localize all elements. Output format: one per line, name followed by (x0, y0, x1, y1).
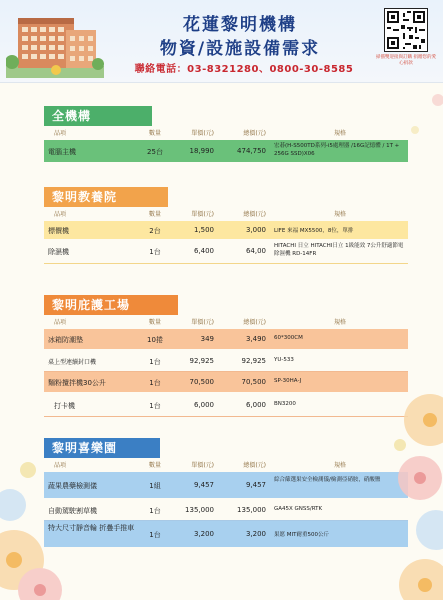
item-name: 電腦主機 (48, 148, 76, 156)
col-unit-header: 單價(元) (191, 319, 214, 326)
col-spec-header: 規格 (333, 211, 346, 218)
section-title: 全機構 (44, 106, 152, 126)
section-title: 黎明喜樂園 (44, 438, 160, 458)
section-whole-org (44, 105, 408, 162)
table-header (44, 317, 408, 329)
item-name: 桌上型連續封口機 (48, 359, 97, 366)
item-spec: YU-533 (274, 357, 294, 363)
qr-caption: 掃描雙迎接與訂購 捐贈您的愛心捐款 (376, 55, 436, 66)
item-qty: 1台 (149, 358, 161, 366)
col-qty-header: 數量 (148, 319, 161, 326)
item-spec: 60*300CM (274, 335, 303, 341)
item-name: 特大尺寸靜音輪 折疊手推車 (48, 524, 135, 532)
org-title: 花蓮黎明機構 (183, 15, 297, 35)
item-unit-price: 70,500 (189, 378, 214, 386)
table-row (44, 498, 408, 521)
building-illustration (6, 12, 104, 78)
col-spec-header: 規格 (333, 462, 346, 469)
item-name: 打卡機 (54, 402, 75, 410)
item-name: 標價機 (48, 227, 69, 235)
item-name: 除濕機 (48, 248, 69, 256)
qr-code-icon[interactable] (384, 8, 428, 52)
table-row (44, 392, 408, 417)
contact-phone: 聯絡電話：03-8321280、0800-30-8585 (134, 64, 354, 75)
item-unit-price: 3,200 (193, 530, 214, 538)
item-qty: 1台 (149, 248, 161, 256)
item-qty: 1台 (149, 507, 161, 515)
section-liming-joy (44, 437, 408, 547)
item-total-price: 135,000 (237, 506, 266, 514)
item-unit-price: 6,400 (193, 247, 214, 255)
item-total-price: 9,457 (245, 481, 266, 489)
table-header (44, 460, 408, 472)
item-spec: GA45X GNSS/RTK (274, 506, 323, 512)
col-qty-header: 數量 (148, 130, 161, 137)
item-spec: HITACHI 日立 HITACHI日立 1級能效 7公升舒適節電除濕機 RD-14FR (274, 243, 404, 257)
item-qty: 2台 (149, 227, 161, 235)
table-row (44, 349, 408, 372)
item-total-price: 474,750 (237, 147, 266, 155)
section-title: 黎明庇護工場 (44, 295, 178, 315)
item-unit-price: 349 (200, 335, 214, 343)
item-unit-price: 6,000 (193, 401, 214, 409)
item-spec: 果愿 MIT耐重500公斤 (274, 532, 329, 538)
item-spec: LIFE 來福 MX5500，8位，單排 (274, 228, 354, 234)
item-name: 麵粉攪拌機30公升 (48, 379, 106, 387)
col-name-header: 品項 (54, 462, 67, 469)
item-total-price: 70,500 (241, 378, 266, 386)
item-total-price: 64,00 (245, 247, 266, 255)
col-unit-header: 單價(元) (191, 211, 214, 218)
col-name-header: 品項 (54, 211, 67, 218)
item-unit-price: 135,000 (185, 506, 214, 514)
item-unit-price: 9,457 (193, 481, 214, 489)
item-qty: 1組 (149, 482, 161, 490)
item-spec: SP-30HA-J (274, 378, 302, 384)
col-total-header: 總價(元) (243, 211, 266, 218)
col-name-header: 品項 (54, 130, 67, 137)
section-liming-care (44, 186, 408, 264)
item-spec: 宏碁(H-S500TD系列-i5處理器 /16G記憶體 / 1T + 256G SSD)X06 (274, 143, 400, 157)
col-spec-header: 規格 (333, 130, 346, 137)
col-qty-header: 數量 (148, 462, 161, 469)
item-total-price: 3,200 (245, 530, 266, 538)
item-qty: 25台 (147, 148, 163, 156)
col-qty-header: 數量 (148, 211, 161, 218)
item-unit-price: 1,500 (193, 226, 214, 234)
col-total-header: 總價(元) (243, 130, 266, 137)
col-unit-header: 單價(元) (191, 462, 214, 469)
table-row (44, 372, 408, 392)
col-total-header: 總價(元) (243, 462, 266, 469)
section-title: 黎明教養院 (44, 187, 168, 207)
item-qty: 1台 (149, 379, 161, 387)
table-row (44, 239, 408, 264)
item-spec: 綜合篩選果安全檢測儀/檢測亞硝胺，硝酸鹽 (274, 477, 381, 483)
table-row (44, 140, 408, 162)
page-title: 物資/設施設備需求 (159, 39, 321, 59)
table-header (44, 128, 408, 140)
item-unit-price: 18,990 (189, 147, 214, 155)
table-row (44, 472, 408, 498)
col-unit-header: 單價(元) (191, 130, 214, 137)
table-row (44, 521, 408, 547)
table-row (44, 221, 408, 239)
item-total-price: 3,490 (245, 335, 266, 343)
item-total-price: 6,000 (245, 401, 266, 409)
item-total-price: 92,925 (241, 357, 266, 365)
item-name: 自動駕駛割草機 (48, 507, 97, 515)
item-total-price: 3,000 (245, 226, 266, 234)
item-qty: 10捲 (147, 336, 163, 344)
page-header (0, 0, 443, 83)
item-qty: 1台 (149, 402, 161, 410)
table-header (44, 209, 408, 221)
col-spec-header: 規格 (333, 319, 346, 326)
item-qty: 1台 (149, 531, 161, 539)
item-spec: BN3200 (274, 401, 296, 407)
col-name-header: 品項 (54, 319, 67, 326)
item-name: 冰箱防潮墊 (48, 336, 83, 344)
item-name: 蔬果農藥檢測儀 (48, 482, 97, 490)
col-total-header: 總價(元) (243, 319, 266, 326)
table-row (44, 329, 408, 349)
section-liming-workshop (44, 294, 408, 417)
item-unit-price: 92,925 (189, 357, 214, 365)
